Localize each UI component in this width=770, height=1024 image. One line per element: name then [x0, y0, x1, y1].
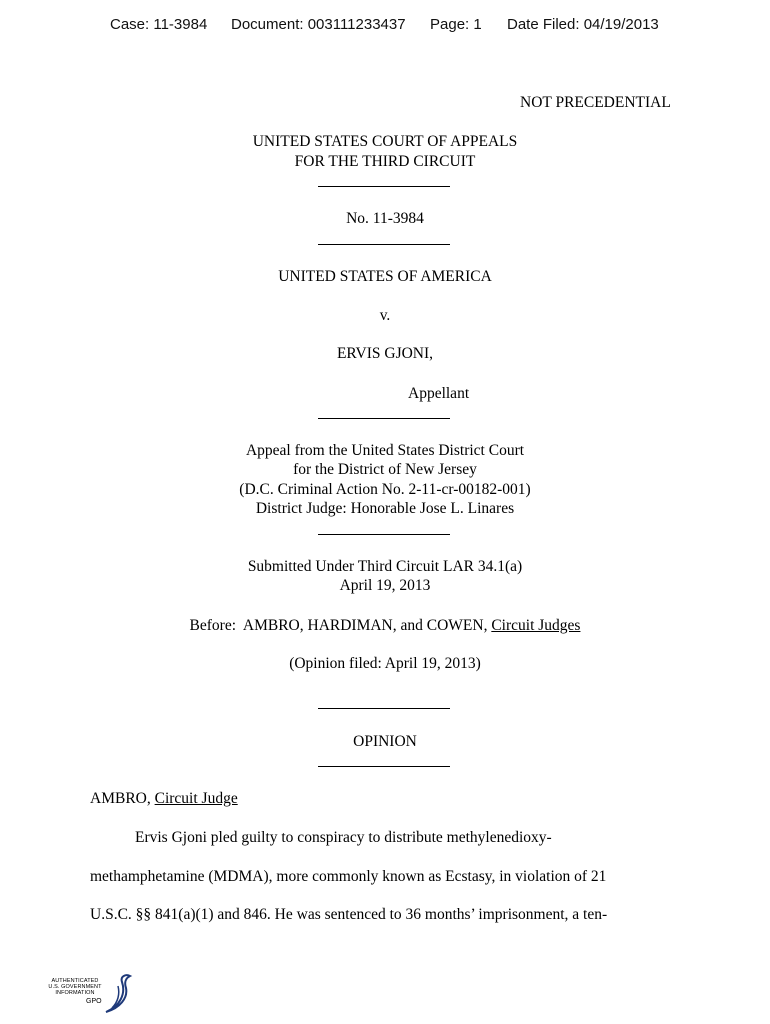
author-line: [90, 790, 238, 808]
appeal-line4: District Judge: Honorable Jose L. Linares: [255, 500, 515, 517]
panel-title: Circuit Judges: [491, 617, 581, 634]
body-line: Ervis Gjoni pled guilty to conspiracy to distribute methylenedioxy-: [135, 829, 552, 846]
party-role: Appellant: [408, 385, 470, 402]
body-line: methamphetamine (MDMA), more commonly known as Ecstasy, in violation of 21: [90, 868, 607, 885]
seal-text: AUTHENTICATED U.S. GOVERNMENT INFORMATION: [48, 978, 102, 996]
submission-date: April 19, 2013: [339, 577, 431, 594]
court-name-line2: FOR THE THIRD CIRCUIT: [294, 153, 476, 170]
divider: [318, 708, 450, 709]
divider: [318, 534, 450, 535]
divider: [318, 244, 450, 245]
appeal-line2: for the District of New Jersey: [293, 461, 477, 478]
opinion-heading: OPINION: [353, 733, 417, 750]
gpo-authentication-seal: [44, 972, 134, 1018]
author-name: AMBRO,: [90, 790, 155, 807]
header-page: Page: 1: [430, 16, 482, 33]
precedential-status: NOT PRECEDENTIAL: [520, 94, 671, 111]
author-title: Circuit Judge: [154, 790, 238, 807]
panel-line: [0, 617, 770, 635]
eagle-icon: [100, 972, 134, 1016]
submission-line: Submitted Under Third Circuit LAR 34.1(a): [247, 558, 523, 575]
header-document: Document: 003111233437: [231, 16, 406, 33]
case-number: No. 11-3984: [346, 210, 424, 227]
divider: [318, 186, 450, 187]
appeal-line3: (D.C. Criminal Action No. 2-11-cr-00182-001): [239, 481, 531, 498]
opinion-filed: (Opinion filed: April 19, 2013): [289, 655, 481, 672]
body-line: U.S.C. §§ 841(a)(1) and 846. He was sentenced to 36 months’ imprisonment, a ten-: [90, 906, 608, 923]
defendant-name: ERVIS GJONI,: [336, 345, 434, 362]
appeal-line1: Appeal from the United States District Court: [245, 442, 525, 459]
divider: [318, 766, 450, 767]
versus: v.: [379, 307, 391, 324]
header-case: Case: 11-3984: [110, 16, 208, 33]
plaintiff-name: UNITED STATES OF AMERICA: [278, 268, 492, 285]
court-name-line1: UNITED STATES COURT OF APPEALS: [252, 133, 518, 150]
divider: [318, 418, 450, 419]
header-date-filed: Date Filed: 04/19/2013: [507, 16, 659, 33]
seal-gpo-mark: GPO: [86, 998, 102, 1005]
panel-judges: Before: AMBRO, HARDIMAN, and COWEN,: [189, 617, 492, 634]
